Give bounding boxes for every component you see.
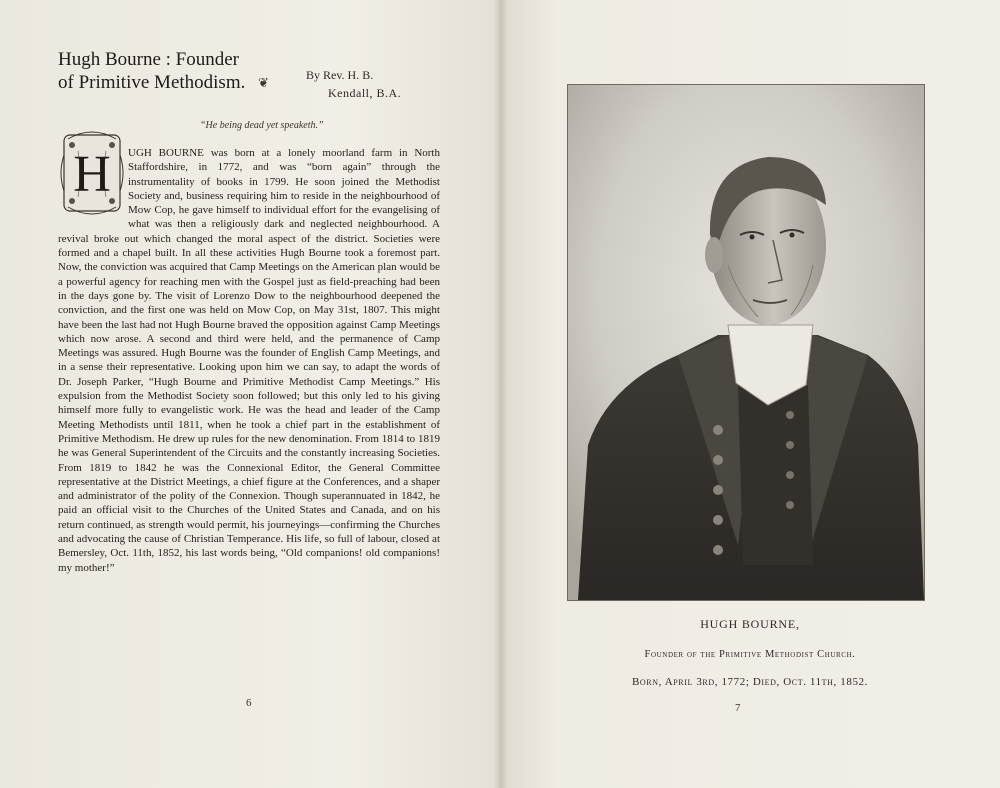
portrait-caption-subtitle: Founder of the Primitive Methodist Church. [644,649,856,660]
book-gutter [494,0,508,788]
engraved-portrait-icon [568,85,924,600]
article-title: Hugh Bourne : Founder of Primitive Methodism. [58,49,246,93]
article-body: UGH BOURNE was born at a lonely moorland farm in North Staffordshire, in 1772, and was “born again” through the instrumentality of books in 1799. He soon joined the Methodist Society and, business requiring him to reside in the neighbourhood of Mow Cop, he gave himself to individual effort for the evangelising of what was then a religiously dark and neglected neighbourhood. A revival broke out which changed the moral aspect of the district. Societies were formed and a chapel built. In all these activities Hugh Bourne took a foremost part. Now, the conviction was acquired that Camp Meetings on the American plan would be a powerful agency for reaching men with the Gospel just as field-preaching had been in the days gone by. The visit of Lorenzo Dow to the neighbourhood deepened the conviction, and the first one was held on Mow Cop, on May 31st, 1807. This might have been the last had not Hugh Bourne braved the opposition against Camp Meetings which now arose. A second and third were held, and the permanence of Camp Meetings was assured. Hugh Bourne was the founder of English Camp Meetings, and in a sense their representative. Looking upon him we can say, to adapt the words of Dr. Joseph Parker, “Hugh Bourne and Primitive Methodist Camp Meetings.” His expulsion from the Methodist Society soon followed; but this only led to his giving himself more fully to evangelistic work. He was the head and leader of the Camp Meeting Methodists until 1811, when he took a chief part in the establishment of Primitive Methodism. He drew up rules for the new denomination. From 1814 to 1819 he was General Superintendent of the Circuits and the constantly increasing Societies. From 1819 to 1842 he was the Connexional Editor, the General Committee representative at the District Meetings, a chief figure at the Conferences, and a shaper and administrator of the polity of the Connexion. Though superannuated in 1842, he paid an official visit to the Churches of the United States and Canada, and on his return continued, as strength would permit, his journeyings—confirming the Churches and advocating the cause of Christian Temperance. His life, so full of labour, closed at Bemersley, Oct. 11th, 1852, his last words being, “Old companions! old companions! my mother!” [58,147,440,574]
page-number-right: 7 [735,702,741,714]
portrait-caption-dates: Born, April 3rd, 1772; Died, Oct. 11th, 1852. [631,676,868,688]
epigraph: “He being dead yet speaketh.” [200,120,324,131]
portrait-caption-name: HUGH BOURNE, [700,617,800,631]
byline-line1: By Rev. H. B. [306,68,374,82]
page-number-left: 6 [246,697,252,709]
byline [306,66,436,102]
drop-cap-letter: H [73,146,111,203]
byline-line2: Kendall, B.A. [328,86,402,100]
portrait-image [567,84,925,601]
fleuron-icon: ❦ [258,76,269,91]
